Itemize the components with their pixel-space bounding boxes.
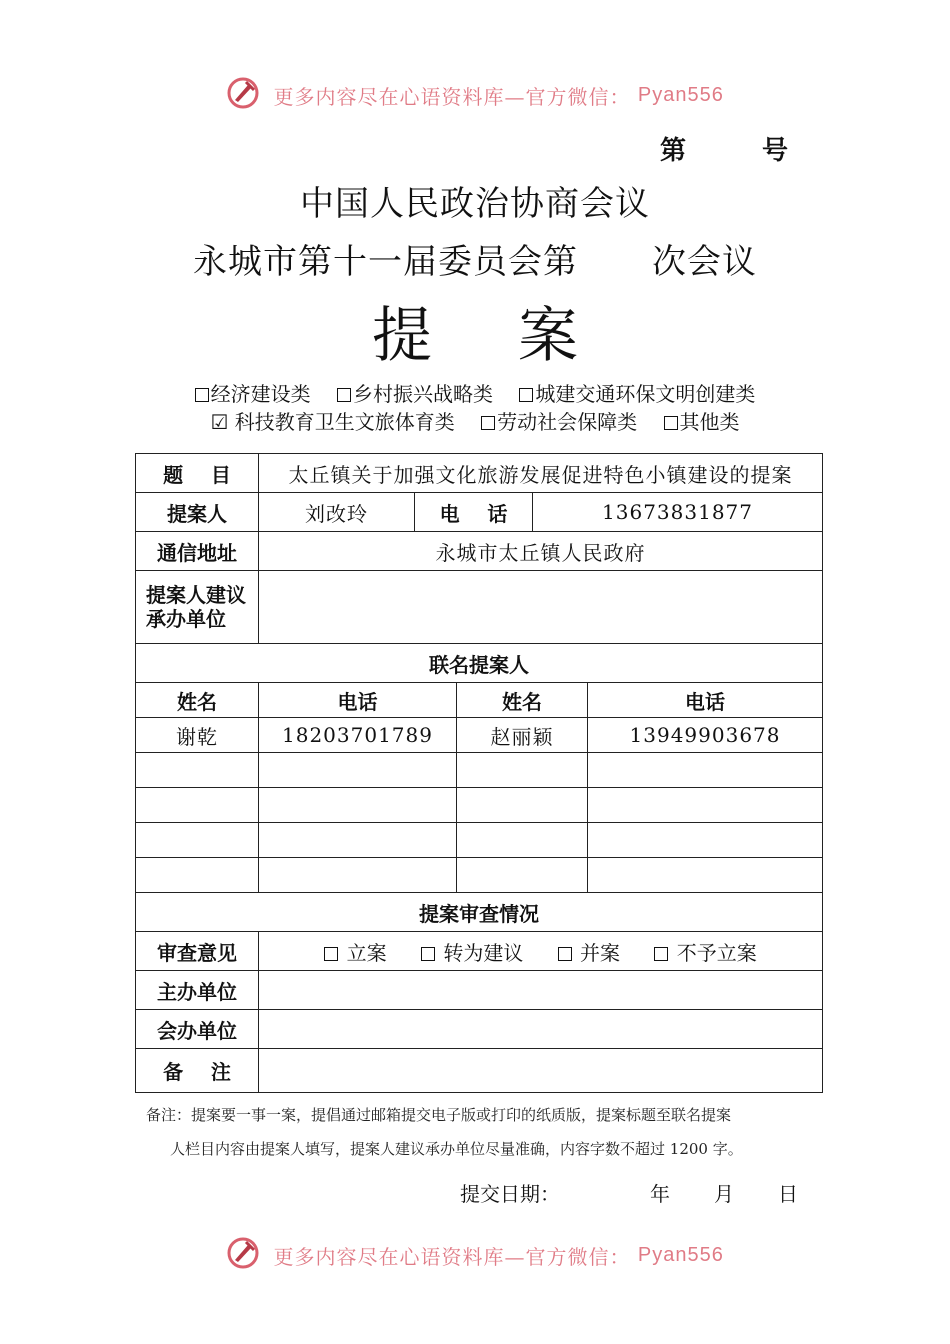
- title-line-2-a: 永城市第十一届委员会第: [193, 242, 578, 282]
- checkbox-icon: [519, 388, 533, 402]
- number-prefix: 第: [660, 136, 687, 166]
- row-address: [136, 532, 823, 571]
- checkbox-icon: [337, 388, 351, 402]
- suggest-unit-value[interactable]: [259, 571, 823, 644]
- address-label: 通信地址: [136, 532, 259, 571]
- review-option-merge[interactable]: 并案: [558, 941, 620, 965]
- number-suffix: 号: [762, 136, 789, 166]
- row-co-unit: [136, 1010, 823, 1049]
- category-economy[interactable]: 经济建设类: [195, 382, 311, 406]
- checkbox-icon: [654, 947, 668, 961]
- joint-phone-cell[interactable]: [259, 858, 457, 893]
- checkbox-icon: [664, 416, 678, 430]
- joint-name-cell[interactable]: [457, 753, 588, 788]
- remark-label: 备 注: [136, 1049, 259, 1093]
- table-row: [136, 858, 823, 893]
- review-option-reject[interactable]: 不予立案: [654, 941, 756, 965]
- joint-phone-cell[interactable]: [588, 788, 823, 823]
- joint-header: 联名提案人: [136, 644, 823, 683]
- date-label: 提交日期：: [460, 1182, 560, 1206]
- remark-value[interactable]: [259, 1049, 823, 1093]
- title-line-2: [0, 234, 950, 283]
- host-unit-value[interactable]: [259, 971, 823, 1010]
- co-unit-label: 会办单位: [136, 1010, 259, 1049]
- table-row: [136, 823, 823, 858]
- row-suggest-unit: [136, 571, 823, 644]
- joint-col-name-1: 姓名: [136, 683, 259, 718]
- phone-label: 电 话: [415, 493, 533, 532]
- subject-value[interactable]: 太丘镇关于加强文化旅游发展促进特色小镇建设的提案: [259, 454, 823, 493]
- joint-col-phone-1: 电话: [259, 683, 457, 718]
- row-joint-cols: [136, 683, 823, 718]
- category-rural[interactable]: 乡村振兴战略类: [337, 382, 493, 406]
- address-value[interactable]: 永城市太丘镇人民政府: [259, 532, 823, 571]
- joint-col-name-2: 姓名: [457, 683, 588, 718]
- joint-phone-cell[interactable]: [259, 753, 457, 788]
- phone-value[interactable]: 13673831877: [533, 493, 823, 532]
- category-urban[interactable]: 城建交通环保文明创建类: [519, 382, 755, 406]
- title-line-2-b: 次会议: [652, 242, 757, 282]
- proposal-form-table: [135, 453, 823, 1093]
- category-row-2: [0, 406, 950, 435]
- category-other[interactable]: 其他类: [664, 410, 740, 434]
- category-science-culture[interactable]: ☑ 科技教育卫生文旅体育类: [210, 410, 455, 434]
- joint-name-cell[interactable]: 谢乾: [136, 718, 259, 753]
- title-big-a: 提: [372, 301, 432, 371]
- joint-phone-cell[interactable]: [588, 823, 823, 858]
- joint-phone-cell[interactable]: [588, 858, 823, 893]
- table-row: [136, 718, 823, 753]
- joint-phone-cell[interactable]: [259, 823, 457, 858]
- joint-phone-cell[interactable]: [259, 788, 457, 823]
- joint-name-cell[interactable]: [136, 858, 259, 893]
- submit-date: [460, 1178, 798, 1207]
- row-host-unit: [136, 971, 823, 1010]
- note-line-1: 备注：提案要一事一案，提倡通过邮箱提交电子版或打印的纸质版，提案标题至联名提案: [146, 1106, 732, 1124]
- checkbox-icon: [481, 416, 495, 430]
- row-subject: [136, 454, 823, 493]
- watermark-logo-icon: [226, 76, 260, 115]
- checkbox-icon: [421, 947, 435, 961]
- joint-name-cell[interactable]: [136, 753, 259, 788]
- table-row: [136, 753, 823, 788]
- watermark-logo-icon: [226, 1236, 260, 1275]
- joint-name-cell[interactable]: [457, 823, 588, 858]
- watermark-top: [0, 76, 950, 115]
- row-review-header: [136, 893, 823, 932]
- category-row-1: [0, 378, 950, 407]
- joint-name-cell[interactable]: [136, 823, 259, 858]
- host-unit-label: 主办单位: [136, 971, 259, 1010]
- checkbox-checked-icon: ☑: [210, 410, 229, 434]
- category-labor[interactable]: 劳动社会保障类: [481, 410, 637, 434]
- proposer-label: 提案人: [136, 493, 259, 532]
- date-year: 年: [650, 1182, 670, 1206]
- suggest-unit-label: 提案人建议承办单位: [136, 571, 259, 644]
- table-row: [136, 788, 823, 823]
- subject-label: 题 目: [136, 454, 259, 493]
- joint-col-phone-2: 电话: [588, 683, 823, 718]
- joint-phone-cell[interactable]: 18203701789: [259, 718, 457, 753]
- review-option-suggest[interactable]: 转为建议: [421, 941, 523, 965]
- review-option-file[interactable]: 立案: [324, 941, 386, 965]
- watermark-id: Pyan556: [637, 84, 724, 106]
- joint-name-cell[interactable]: [457, 858, 588, 893]
- checkbox-icon: [324, 947, 338, 961]
- proposal-number: [660, 130, 788, 167]
- title-line-1: 中国人民政治协商会议: [300, 184, 650, 224]
- row-proposer: [136, 493, 823, 532]
- proposer-value[interactable]: 刘改玲: [259, 493, 415, 532]
- title-big: [0, 288, 950, 374]
- date-month: 月: [714, 1182, 734, 1206]
- watermark-bottom: [0, 1236, 950, 1275]
- checkbox-icon: [558, 947, 572, 961]
- joint-name-cell[interactable]: 赵丽颖: [457, 718, 588, 753]
- review-label: 审查意见: [136, 932, 259, 971]
- joint-name-cell[interactable]: [457, 788, 588, 823]
- row-remark: [136, 1049, 823, 1093]
- watermark-id: Pyan556: [637, 1244, 724, 1266]
- co-unit-value[interactable]: [259, 1010, 823, 1049]
- title-big-b: 案: [518, 301, 578, 371]
- checkbox-icon: [195, 388, 209, 402]
- note-line-2: 人栏目内容由提案人填写，提案人建议承办单位尽量准确，内容字数不超过 1200 字。: [170, 1140, 743, 1158]
- joint-phone-cell[interactable]: 13949903678: [588, 718, 823, 753]
- watermark-text: 更多内容尽在心语资料库—官方微信：: [273, 1245, 631, 1269]
- joint-name-cell[interactable]: [136, 788, 259, 823]
- review-header: 提案审查情况: [136, 893, 823, 932]
- row-joint-header: [136, 644, 823, 683]
- joint-phone-cell[interactable]: [588, 753, 823, 788]
- row-review-opinion: [136, 932, 823, 971]
- review-options: [259, 932, 823, 971]
- date-day: 日: [778, 1182, 798, 1206]
- watermark-text: 更多内容尽在心语资料库—官方微信：: [273, 85, 631, 109]
